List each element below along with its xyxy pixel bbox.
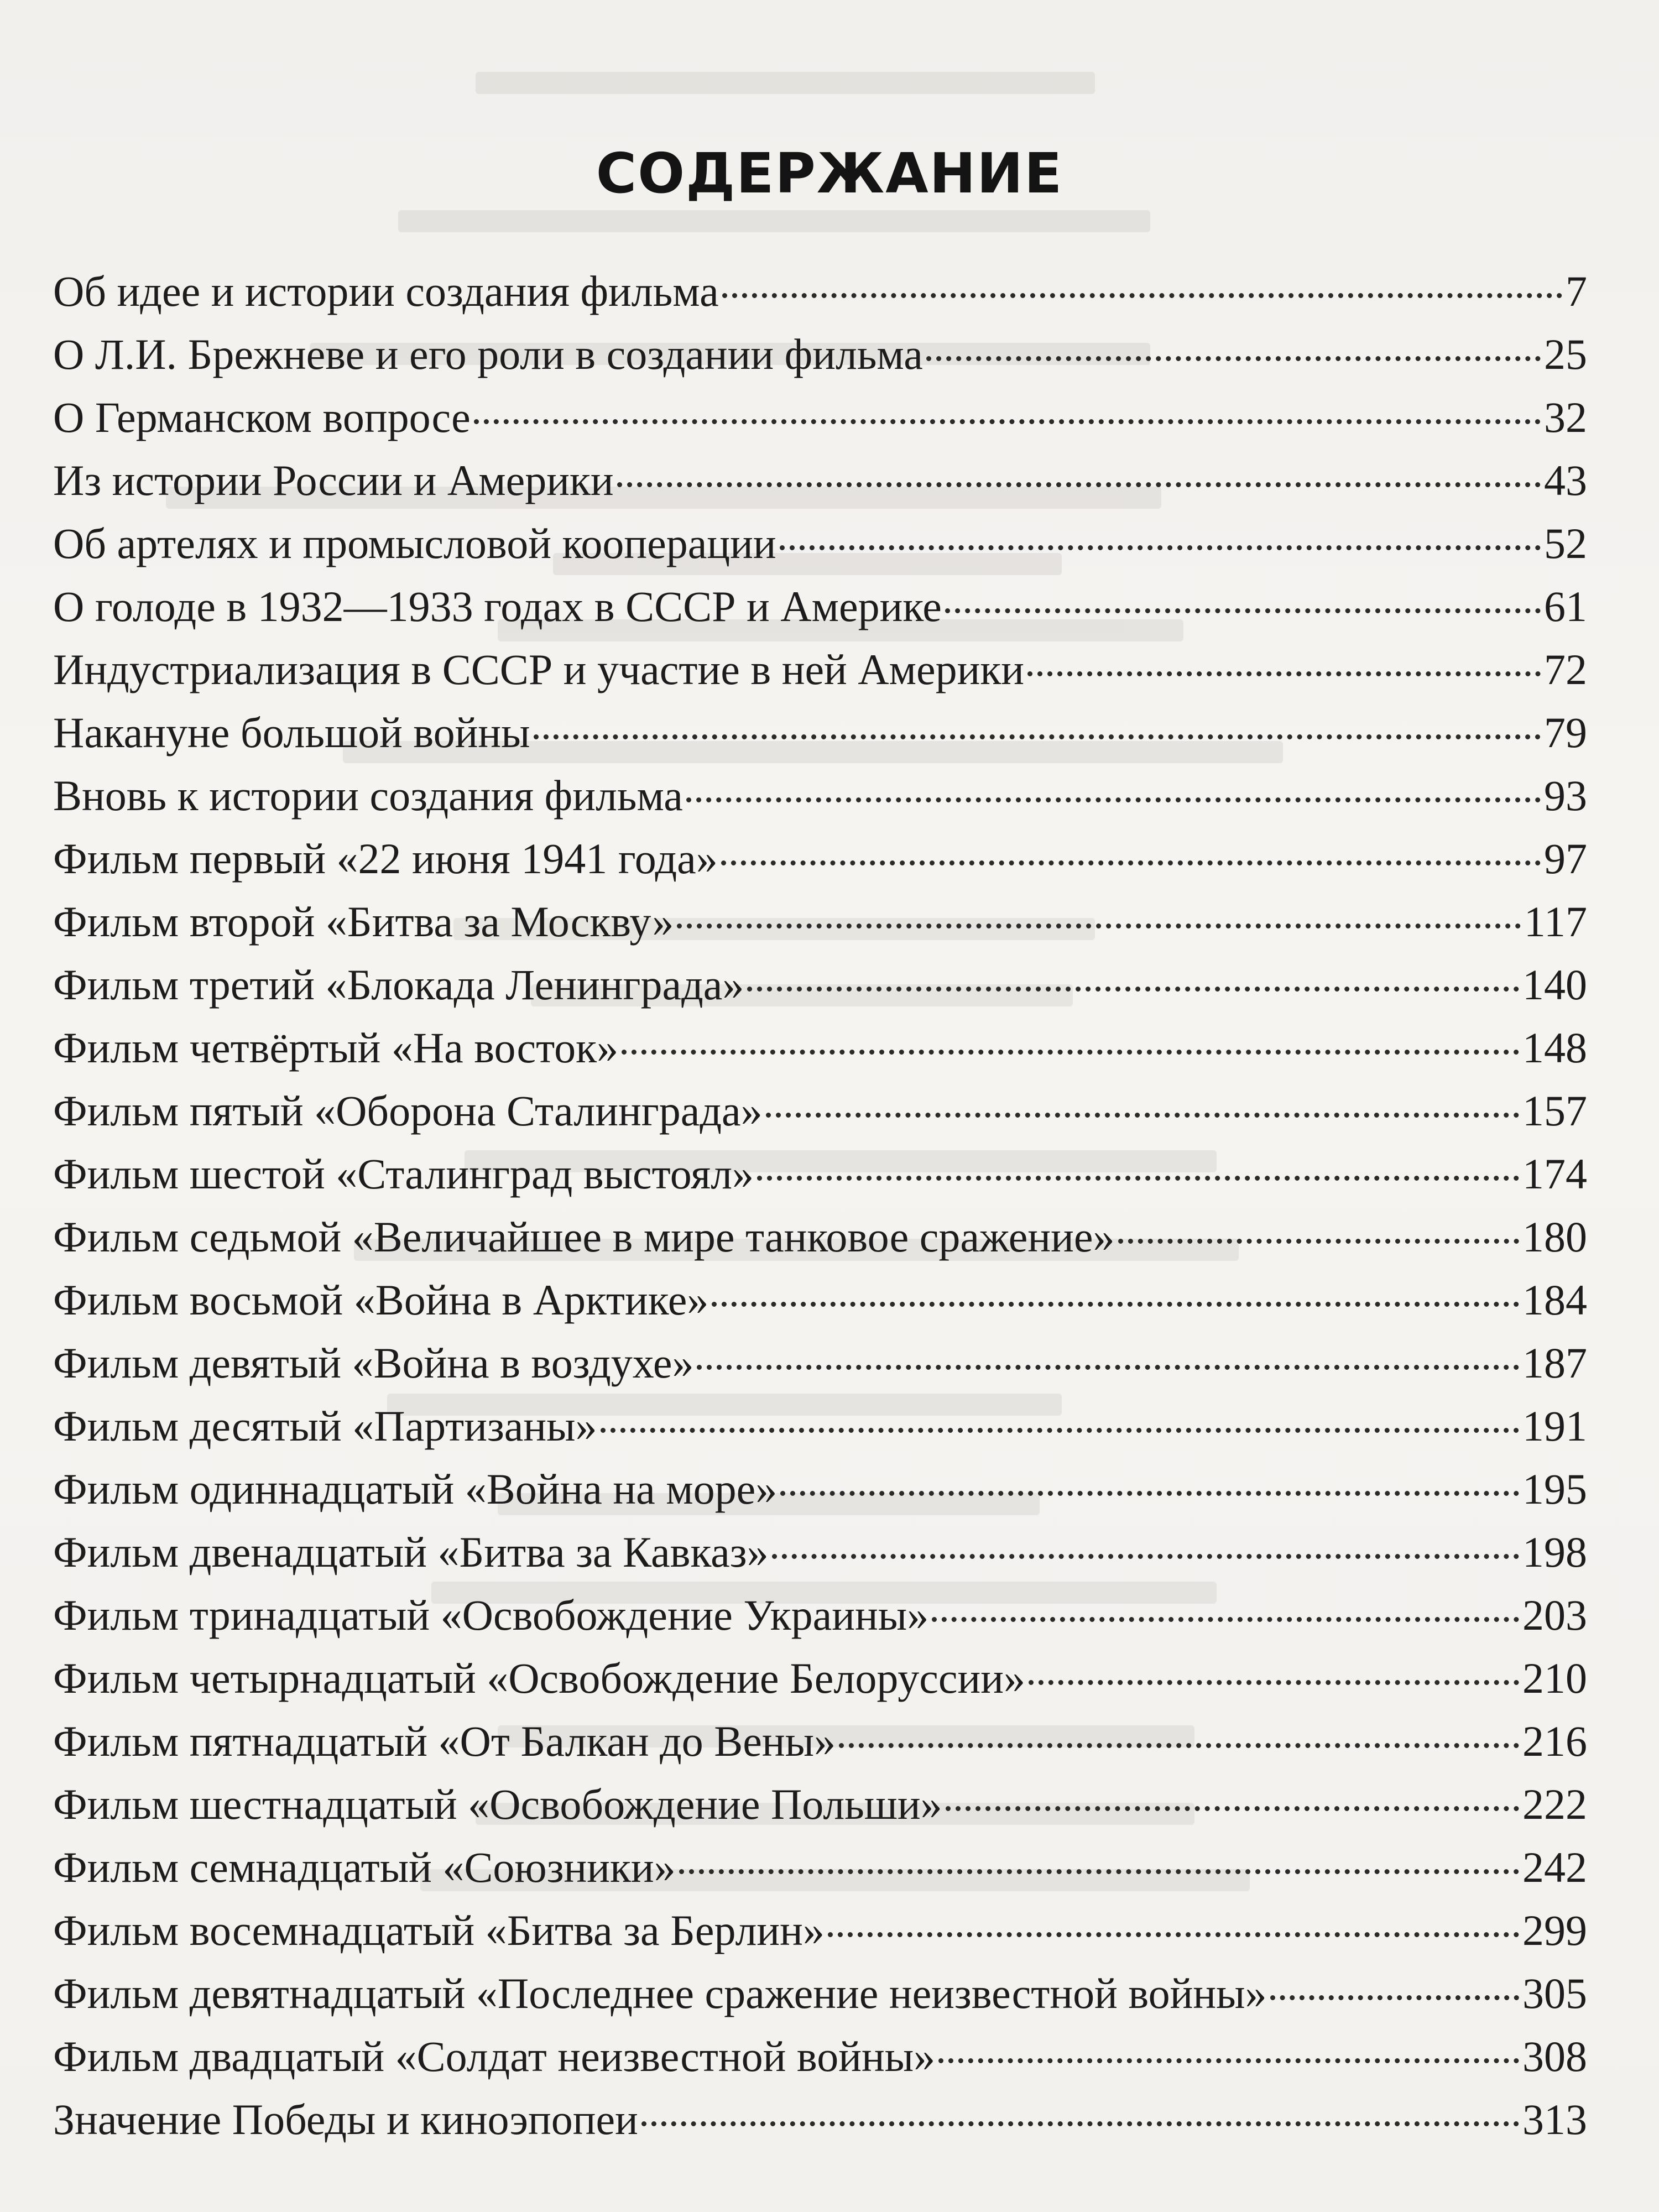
toc-entry-page: 191 — [1522, 1402, 1587, 1450]
dot-leader — [757, 1176, 1519, 1181]
toc-entry-page: 140 — [1522, 961, 1587, 1009]
toc-entry-page: 313 — [1522, 2095, 1587, 2143]
table-of-contents — [53, 260, 1587, 2151]
toc-entry-page: 184 — [1522, 1276, 1587, 1324]
dot-leader — [766, 1113, 1519, 1118]
toc-entry-title: Фильм пятый «Оборона Сталинграда» — [53, 1087, 763, 1135]
toc-entry-title: Фильм восьмой «Война в Арктике» — [53, 1276, 709, 1324]
toc-entry-page: 308 — [1522, 2032, 1587, 2080]
toc-entry-page: 187 — [1522, 1339, 1587, 1387]
toc-entry — [53, 1079, 1587, 1142]
toc-entry-page: 242 — [1522, 1843, 1587, 1891]
toc-entry-page: 195 — [1522, 1465, 1587, 1513]
toc-entry-page: 216 — [1522, 1717, 1587, 1765]
toc-entry-title: Фильм шестой «Сталинград выстоял» — [53, 1150, 754, 1198]
toc-entry-page: 148 — [1522, 1024, 1587, 1072]
dot-leader — [622, 1050, 1519, 1055]
toc-entry-page: 117 — [1524, 898, 1587, 946]
toc-entry-page: 210 — [1522, 1654, 1587, 1702]
toc-entry-title: О голоде в 1932—1933 годах в СССР и Америке — [53, 582, 942, 630]
toc-entry-page: 79 — [1544, 708, 1587, 757]
toc-entry — [53, 890, 1587, 953]
toc-entry-title: Индустриализация в СССР и участие в ней Америки — [53, 645, 1024, 693]
toc-entry — [53, 1016, 1587, 1079]
toc-entry — [53, 260, 1587, 323]
dot-leader — [697, 1365, 1519, 1370]
toc-entry-page: 299 — [1522, 1906, 1587, 1954]
toc-entry — [53, 1206, 1587, 1269]
dot-leader — [721, 860, 1541, 865]
dot-leader — [679, 1869, 1519, 1874]
dot-leader — [1118, 1239, 1519, 1244]
toc-entry-title: Фильм десятый «Партизаны» — [53, 1402, 597, 1450]
toc-entry-title: Фильм двадцатый «Солдат неизвестной войны» — [53, 2032, 936, 2080]
toc-entry-title: Фильм шестнадцатый «Освобождение Польши» — [53, 1780, 942, 1828]
toc-entry-page: 157 — [1522, 1087, 1587, 1135]
dot-leader — [938, 2058, 1519, 2063]
toc-entry-title: Об идее и истории создания фильма — [53, 267, 719, 315]
toc-entry-title: Фильм двенадцатый «Битва за Кавказ» — [53, 1528, 769, 1576]
toc-entry — [53, 1142, 1587, 1206]
toc-entry-title: Об артелях и промысловой кооперации — [53, 519, 776, 567]
toc-entry-title: Фильм четырнадцатый «Освобождение Белоруссии» — [53, 1654, 1026, 1702]
toc-entry — [53, 1899, 1587, 1962]
dot-leader — [474, 419, 1541, 424]
toc-entry-page: 180 — [1522, 1213, 1587, 1261]
toc-entry-title: Фильм тринадцатый «Освобождение Украины» — [53, 1591, 929, 1639]
dot-leader — [828, 1932, 1519, 1937]
toc-entry — [53, 512, 1587, 575]
toc-entry-title: Фильм девятнадцатый «Последнее сражение неизвестной войны» — [53, 1969, 1267, 2017]
toc-entry — [53, 2025, 1587, 2088]
toc-entry-page: 72 — [1544, 645, 1587, 693]
dot-leader — [780, 1491, 1519, 1496]
toc-entry-page: 305 — [1522, 1969, 1587, 2017]
toc-entry — [53, 1962, 1587, 2025]
toc-entry-title: Фильм четвёртый «На восток» — [53, 1024, 619, 1072]
toc-entry — [53, 575, 1587, 638]
toc-entry — [53, 701, 1587, 764]
show-through-line — [476, 72, 1095, 94]
dot-leader — [839, 1743, 1519, 1748]
dot-leader — [1027, 671, 1541, 676]
toc-entry — [53, 1269, 1587, 1332]
toc-entry-title: Фильм восемнадцатый «Битва за Берлин» — [53, 1906, 825, 1954]
toc-entry-title: Фильм семнадцатый «Союзники» — [53, 1843, 676, 1891]
dot-leader — [712, 1302, 1519, 1307]
show-through-line — [398, 210, 1150, 232]
toc-entry — [53, 1710, 1587, 1773]
toc-entry — [53, 1332, 1587, 1395]
toc-entry — [53, 827, 1587, 890]
toc-entry-page: 222 — [1522, 1780, 1587, 1828]
toc-entry — [53, 1458, 1587, 1521]
dot-leader — [534, 734, 1541, 739]
dot-leader — [722, 293, 1562, 298]
toc-entry-title: Фильм первый «22 июня 1941 года» — [53, 834, 718, 883]
dot-leader — [617, 482, 1541, 487]
toc-entry-title: Значение Победы и киноэпопеи — [53, 2095, 638, 2143]
toc-entry — [53, 1836, 1587, 1899]
page-title: СОДЕРЖАНИЕ — [596, 141, 1063, 206]
dot-leader — [946, 1806, 1519, 1811]
dot-leader — [747, 987, 1519, 992]
dot-leader — [932, 1617, 1519, 1622]
dot-leader — [641, 2121, 1519, 2126]
dot-leader — [945, 608, 1541, 613]
toc-entry-page: 43 — [1544, 456, 1587, 504]
toc-entry-page: 174 — [1522, 1150, 1587, 1198]
toc-entry-title: Вновь к истории создания фильма — [53, 771, 683, 820]
dot-leader — [1270, 1995, 1519, 2000]
toc-entry-page: 203 — [1522, 1591, 1587, 1639]
toc-entry-title: Фильм седьмой «Величайшее в мире танковое сражение» — [53, 1213, 1115, 1261]
toc-entry-page: 198 — [1522, 1528, 1587, 1576]
toc-entry-title: Фильм пятнадцатый «От Балкан до Вены» — [53, 1717, 836, 1765]
toc-entry — [53, 1773, 1587, 1836]
toc-entry — [53, 1521, 1587, 1584]
toc-entry — [53, 638, 1587, 701]
toc-entry-page: 32 — [1544, 393, 1587, 441]
toc-entry-title: Накануне большой войны — [53, 708, 530, 757]
toc-entry — [53, 323, 1587, 386]
toc-entry-page: 61 — [1544, 582, 1587, 630]
toc-entry — [53, 2088, 1587, 2151]
toc-entry-title: Из истории России и Америки — [53, 456, 614, 504]
toc-entry-page: 93 — [1544, 771, 1587, 820]
toc-entry-title: Фильм третий «Блокада Ленинграда» — [53, 961, 744, 1009]
dot-leader — [677, 924, 1521, 928]
dot-leader — [601, 1428, 1519, 1433]
toc-entry — [53, 386, 1587, 449]
toc-entry — [53, 449, 1587, 512]
toc-entry-title: Фильм одиннадцатый «Война на море» — [53, 1465, 778, 1513]
toc-entry — [53, 1647, 1587, 1710]
dot-leader — [772, 1554, 1519, 1559]
dot-leader — [926, 356, 1541, 361]
dot-leader — [1029, 1680, 1519, 1685]
toc-entry-page: 25 — [1544, 330, 1587, 378]
toc-entry-page: 7 — [1566, 267, 1587, 315]
toc-entry-title: Фильм второй «Битва за Москву» — [53, 898, 674, 946]
toc-entry — [53, 1584, 1587, 1647]
toc-entry-page: 97 — [1544, 834, 1587, 883]
toc-entry-title: Фильм девятый «Война в воздухе» — [53, 1339, 694, 1387]
toc-entry — [53, 1395, 1587, 1458]
dot-leader — [686, 797, 1541, 802]
toc-entry-title: О Л.И. Брежневе и его роли в создании фильма — [53, 330, 923, 378]
toc-entry — [53, 953, 1587, 1016]
toc-entry-title: О Германском вопросе — [53, 393, 471, 441]
toc-entry — [53, 764, 1587, 827]
dot-leader — [780, 545, 1541, 550]
toc-entry-page: 52 — [1544, 519, 1587, 567]
